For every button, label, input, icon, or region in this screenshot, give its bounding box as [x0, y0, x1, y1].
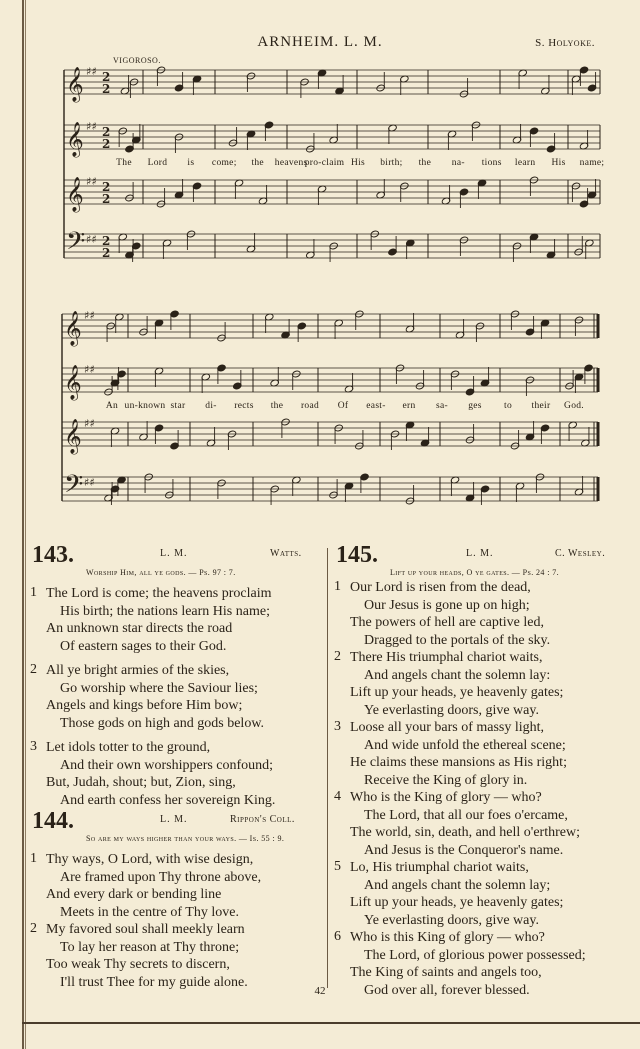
key-signature-d-major: ♯♯ [84, 363, 95, 376]
verse-line: Let idols totter to the ground, [46, 740, 211, 755]
lyric-syllable: learn [514, 158, 536, 168]
verse-number: 4 [334, 789, 341, 804]
lyric-syllable: ern [402, 401, 416, 411]
treble-clef: 𝄞 [64, 311, 82, 346]
verse [46, 851, 261, 921]
verse-line: An unknown star directs the road [46, 621, 233, 636]
hymn-number: 144. [32, 808, 74, 834]
verse [46, 662, 264, 732]
lyric-syllable: east- [366, 401, 386, 411]
verse-line: The Lord is come; the heavens proclaim [46, 586, 272, 601]
verse-number: 2 [334, 649, 341, 664]
bass-clef: 𝄢 [66, 227, 86, 262]
time-signature: 2 [102, 70, 111, 84]
verse-line: Angels and kings before Him bow; [46, 698, 243, 713]
lyric-syllable: The [116, 158, 132, 168]
lyric-syllable: rects [234, 401, 254, 411]
time-signature: 2 [102, 192, 111, 206]
bottom-rule [22, 1022, 640, 1024]
hymn-author: Watts. [270, 548, 302, 559]
lyric-syllable: is [187, 158, 195, 168]
verse-line: And their own worshippers confound; [60, 757, 274, 773]
verse-line: Lift up your heads, ye heavenly gates; [350, 895, 564, 910]
key-signature-d-major: ♯♯ [86, 233, 97, 246]
key-signature-d-major: ♯♯ [86, 120, 97, 133]
verse-line: He claims these mansions as His right; [350, 755, 567, 770]
hymn-subtitle: Lift up your heads, O ye gates. — Ps. 24 : 7. [390, 568, 560, 577]
staff [62, 368, 598, 392]
treble-clef: 𝄞 [66, 177, 84, 212]
treble-clef: 𝄞 [66, 122, 84, 157]
verse-line: God over all, forever blessed. [364, 982, 530, 998]
hymn-meter: L. M. [160, 814, 188, 825]
hymn-author: C. Wesley. [555, 548, 606, 559]
staff [64, 70, 600, 94]
verse-line: And Jesus is the Conqueror's name. [364, 842, 564, 858]
verse-line: And every dark or bending line [46, 887, 222, 902]
treble-clef: 𝄞 [64, 365, 82, 400]
lyric-syllable: An [105, 401, 119, 411]
hymn-meter: L. M. [160, 548, 188, 559]
verse-line: The world, sin, death, and hell o'erthrew; [350, 825, 580, 840]
verse-number: 1 [30, 585, 37, 600]
key-signature-d-major: ♯♯ [86, 175, 97, 188]
treble-clef: 𝄞 [64, 419, 82, 454]
verse-line: Lift up your heads, ye heavenly gates; [350, 685, 564, 700]
lyric-syllable: un-known [124, 401, 166, 411]
verse-line: Meets in the centre of Thy love. [60, 904, 239, 920]
lyric-syllable: ges [468, 401, 482, 411]
verse [46, 739, 275, 809]
tune-title: ARNHEIM. L. M. [257, 34, 383, 50]
lyric-syllable: come; [211, 158, 237, 168]
verse-line: Our Lord is risen from the dead, [350, 580, 531, 595]
lyric-syllable: birth; [380, 158, 403, 168]
verse-line: The powers of hell are captive led, [350, 615, 544, 630]
verse-line: Receive the King of glory in. [364, 772, 528, 788]
verse-number: 3 [30, 739, 37, 754]
verse-line: And wide unfold the ethereal scene; [364, 737, 566, 753]
lyric-syllable: the [270, 401, 284, 411]
verse-number: 5 [334, 859, 341, 874]
tempo-marking: VIGOROSO. [113, 56, 161, 65]
verse-line: And earth confess her sovereign King. [60, 792, 276, 808]
verse [350, 579, 550, 649]
verse-line: Who is the King of glory — who? [350, 790, 542, 805]
lyric-syllable: di- [205, 401, 217, 411]
key-signature-d-major: ♯♯ [84, 476, 95, 489]
lyric-syllable: the [251, 158, 264, 168]
composer: S. Holyoke. [535, 37, 595, 49]
lyric-syllable: their [531, 401, 551, 411]
staff [64, 180, 600, 204]
verse-line: Go worship where the Saviour lies; [60, 680, 258, 696]
key-signature-d-major: ♯♯ [84, 309, 95, 322]
verse-line: Thy ways, O Lord, with wise design, [46, 852, 254, 867]
verse-number: 2 [30, 921, 37, 936]
verse-line: Lo, His triumphal chariot waits, [350, 860, 529, 875]
lyric-syllable: na- [451, 158, 465, 168]
verse-line: There His triumphal chariot waits, [350, 650, 543, 665]
verse-line: His birth; the nations learn His name; [60, 603, 270, 619]
time-signature: 2 [102, 180, 111, 194]
verse [46, 921, 248, 991]
verse-line: I'll trust Thee for my guide alone. [60, 974, 248, 990]
verse-number: 1 [30, 851, 37, 866]
verse-line: The Lord, of glorious power possessed; [364, 947, 586, 963]
verse-line: Loose all your bars of massy light, [350, 720, 545, 735]
verse-line: All ye bright armies of the skies, [46, 663, 230, 678]
verse-number: 2 [30, 662, 37, 677]
hymn-author: Rippon's Coll. [230, 814, 295, 825]
verse-line: Too weak Thy secrets to discern, [46, 957, 230, 972]
verse-line: Who is this King of glory — who? [350, 930, 545, 945]
hymn-subtitle: So are my ways higher than your ways. — Is. 55 : 9. [86, 834, 285, 843]
lyric-syllable: star [170, 401, 186, 411]
time-signature: 2 [102, 246, 111, 260]
time-signature: 2 [102, 137, 111, 151]
treble-clef: 𝄞 [66, 67, 84, 102]
time-signature: 2 [102, 82, 111, 96]
verse-number: 1 [334, 579, 341, 594]
verse-line: Of eastern sages to their God. [60, 638, 227, 654]
time-signature: 2 [102, 234, 111, 248]
lyric-syllable: God. [564, 401, 584, 411]
lyric-syllable: heavens [274, 158, 308, 168]
staff [62, 314, 598, 338]
verse [350, 719, 567, 789]
hymn-number: 143. [32, 542, 74, 568]
verse [46, 585, 271, 655]
verse-line: My favored soul shall meekly learn [46, 922, 245, 937]
time-signature: 2 [102, 125, 111, 139]
verse [350, 789, 580, 859]
bass-clef: 𝄢 [64, 470, 84, 505]
verse-line: The King of saints and angels too, [350, 965, 542, 980]
verse-line: Those gods on high and gods below. [60, 715, 265, 731]
lyric-syllable: sa- [436, 401, 448, 411]
verse-line: Are framed upon Thy throne above, [60, 869, 262, 885]
page-number: 42 [314, 985, 326, 997]
key-signature-d-major: ♯♯ [86, 65, 97, 78]
lyric-syllable: His [350, 158, 366, 168]
verse-line: Our Jesus is gone up on high; [364, 597, 530, 613]
lyric-syllable: the [418, 158, 432, 168]
lyric-syllable: road [300, 401, 320, 411]
verse-line: But, Judah, shout; but, Zion, sing, [46, 775, 236, 790]
key-signature-d-major: ♯♯ [84, 417, 95, 430]
verse-number: 6 [334, 929, 341, 944]
verse-line: And angels chant the solemn lay: [364, 667, 551, 683]
hymn-number: 145. [336, 542, 378, 568]
verse-number: 3 [334, 719, 341, 734]
lyric-syllable: Lord [147, 158, 168, 168]
lyric-syllable: tions [481, 158, 502, 168]
verse-line: Ye everlasting doors, give way. [364, 912, 539, 928]
hymn-meter: L. M. [466, 548, 494, 559]
verse-line: To lay her reason at Thy throne; [60, 939, 240, 955]
verse [350, 649, 563, 719]
hymn-subtitle: Worship Him, all ye gods. — Ps. 97 : 7. [86, 568, 236, 577]
verse-line: Dragged to the portals of the sky. [364, 632, 551, 648]
lyric-syllable: to [504, 401, 512, 411]
verse-line: The Lord, that all our foes o'ercame, [364, 807, 568, 823]
verse-line: Ye everlasting doors, give way. [364, 702, 539, 718]
lyric-syllable: pro-claim [304, 158, 345, 168]
verse-line: And angels chant the solemn lay; [364, 877, 551, 893]
lyric-syllable: name; [579, 158, 605, 168]
lyric-syllable: His [551, 158, 566, 168]
staff [64, 234, 600, 258]
verse [350, 859, 563, 929]
column-divider [327, 548, 328, 988]
lyric-syllable: Of [337, 401, 349, 411]
